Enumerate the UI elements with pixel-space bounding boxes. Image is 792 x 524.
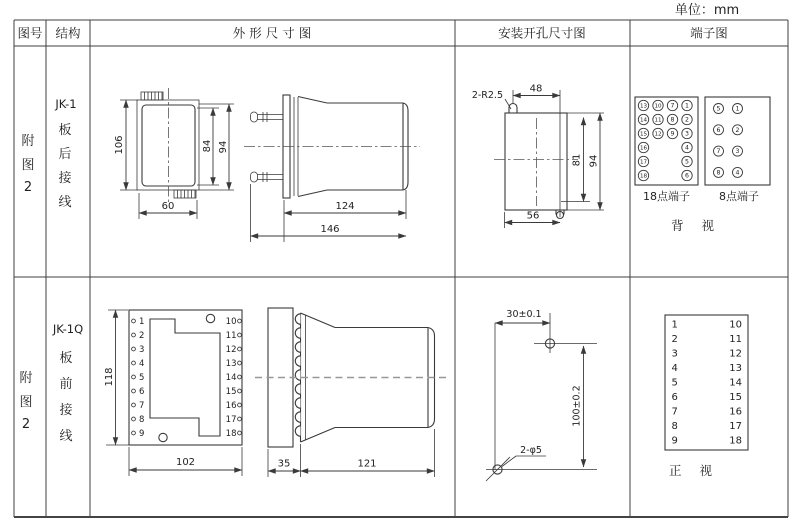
row1-fig-char-3: 2 — [23, 180, 33, 195]
terminal-pin-number: 5 — [716, 105, 721, 113]
terminal-pin-number: 4 — [685, 144, 689, 152]
header-fig-no: 图号 — [17, 25, 43, 41]
terminal-pin-number: 14 — [639, 117, 648, 124]
label-18pt: 18点端子 — [643, 190, 690, 203]
plate-pin-number: 12 — [225, 345, 237, 355]
terminal-pin-number: 15 — [639, 131, 648, 138]
table-pin-number: 5 — [671, 377, 678, 389]
row2-structure-char: 板 — [59, 351, 73, 366]
terminal-pin-number: 3 — [735, 148, 740, 156]
plate-pin-hole — [132, 319, 136, 323]
terminal-bump — [295, 426, 300, 436]
table-pin-number: 17 — [729, 421, 742, 432]
table-pin-number: 2 — [671, 334, 678, 345]
row1-terminal-diagrams — [635, 97, 770, 233]
plate-pin-hole — [238, 403, 242, 407]
plate-pin-number: 4 — [139, 359, 145, 369]
plate-pin-number: 8 — [139, 415, 145, 425]
terminal-pin-number: 11 — [654, 117, 662, 124]
terminal-bump — [295, 356, 300, 366]
plate-pin-hole — [132, 403, 136, 407]
table-pin-number: 10 — [729, 319, 742, 331]
plate-pin-hole — [132, 375, 136, 379]
plate-pin-hole — [238, 417, 242, 421]
dim-84: 84 — [202, 139, 213, 153]
terminal-pin-number: 6 — [685, 172, 689, 180]
header-mounting-dims: 安装开孔尺寸图 — [498, 25, 586, 41]
terminal-bump — [295, 370, 300, 380]
plate-pin-number: 16 — [225, 401, 237, 411]
plate-pin-hole — [132, 431, 136, 435]
row1-fig-char-2: 图 — [21, 158, 35, 173]
dim-124: 124 — [335, 201, 355, 212]
terminal-pin-number: 2 — [685, 116, 689, 124]
table-pin-number: 6 — [671, 392, 678, 403]
dim-56: 56 — [526, 210, 540, 222]
table-header — [17, 26, 727, 41]
front-view-label: 正 视 — [669, 463, 719, 478]
row1-model-label: JK-1 — [55, 97, 77, 111]
plate-pin-hole — [238, 361, 242, 365]
table-pin-number: 9 — [671, 435, 678, 447]
terminal-pin-number: 5 — [685, 158, 689, 166]
dim-94: 94 — [218, 140, 229, 154]
dim-146: 146 — [320, 224, 340, 235]
plate-pin-number: 13 — [225, 359, 237, 369]
terminal-bump — [295, 328, 300, 338]
plate-pin-hole — [238, 389, 242, 393]
row1-structure-char: 接 — [58, 171, 72, 186]
terminal-pin-number: 16 — [639, 145, 648, 152]
dim-48: 48 — [529, 83, 543, 95]
row1-structure-char: 板 — [58, 123, 72, 138]
table-pin-number: 15 — [729, 392, 742, 403]
header-terminal-diagram: 端子图 — [690, 25, 728, 41]
terminal-screw-bottom — [251, 172, 284, 182]
plate-pin-number: 7 — [139, 401, 145, 411]
plate-pin-number: 6 — [139, 387, 145, 397]
terminal-pin-number: 1 — [735, 105, 740, 113]
dim-118: 118 — [104, 367, 115, 387]
row2-terminal-diagram — [665, 315, 748, 478]
terminal-bump — [295, 342, 300, 352]
terminal-pin-number: 7 — [716, 148, 721, 156]
terminal-bump — [295, 398, 300, 408]
table-pin-number: 4 — [671, 363, 678, 374]
row2-structure — [52, 322, 83, 444]
dim-100: 100±0.2 — [571, 385, 583, 427]
terminal-pin-number: 8 — [716, 169, 721, 177]
row2-structure-char: 接 — [59, 403, 73, 418]
terminal-bump — [295, 384, 300, 394]
row1-structure — [54, 97, 76, 210]
row2-fig-no — [19, 371, 32, 432]
plate-pin-number: 15 — [225, 387, 237, 397]
table-pin-number: 18 — [729, 435, 742, 447]
terminal-pin-number: 6 — [716, 126, 721, 134]
row2-fig-char-2: 图 — [19, 395, 33, 410]
table-pin-number: 16 — [729, 406, 742, 418]
plate-terminal-numbers — [132, 317, 242, 439]
dim-102: 102 — [175, 457, 196, 468]
plate-pin-hole — [238, 347, 242, 351]
dim-holes: 2-φ5 — [520, 445, 542, 456]
plate-pin-hole — [132, 333, 136, 337]
dim-106: 106 — [114, 135, 125, 155]
plate-pin-hole — [132, 389, 136, 393]
plate-pin-hole — [238, 375, 242, 379]
plate-pin-number: 3 — [139, 345, 145, 355]
plate-pin-number: 2 — [139, 331, 145, 341]
plate-pin-hole — [238, 431, 242, 435]
terminal-grid-8pt — [714, 104, 743, 178]
table-pin-number: 11 — [729, 334, 742, 345]
row2-fig-char-3: 2 — [21, 417, 31, 432]
plate-pin-hole — [132, 417, 136, 421]
terminal-pin-number: 4 — [735, 169, 740, 177]
terminal-bumps — [295, 314, 300, 436]
plate-pin-number: 5 — [139, 373, 145, 383]
terminal-pin-number: 12 — [654, 131, 662, 138]
terminal-bump — [295, 314, 300, 324]
terminal-grid-18pt — [638, 100, 692, 180]
row2-structure-char: 前 — [59, 377, 73, 392]
row1-fig-no — [21, 134, 34, 195]
dim-notch-radius: 2-R2.5 — [471, 90, 503, 101]
terminal-pin-number: 2 — [735, 126, 740, 134]
row2-model-label: JK-1Q — [52, 322, 84, 336]
row2-front-view — [104, 310, 242, 476]
terminal-pin-number: 17 — [639, 159, 648, 166]
header-outline-dims: 外 形 尺 寸 图 — [232, 25, 312, 41]
plate-pin-hole — [132, 347, 136, 351]
table-pin-number: 1 — [671, 319, 678, 331]
label-8pt: 8点端子 — [719, 190, 759, 203]
table-pin-number: 3 — [671, 348, 678, 360]
plate-pin-hole — [238, 319, 242, 323]
row2-side-view — [255, 308, 446, 477]
table-pin-number: 14 — [729, 377, 742, 389]
terminal-pin-number: 10 — [654, 103, 662, 110]
dim-30: 30±0.1 — [506, 309, 542, 320]
dim-81: 81 — [571, 153, 583, 167]
terminal-pin-number: 18 — [639, 173, 648, 180]
plate-pin-number: 17 — [225, 415, 237, 425]
unit-label: 单位：mm — [674, 3, 740, 18]
dim-35: 35 — [277, 458, 291, 470]
plate-pin-number: 9 — [139, 429, 145, 439]
table-pin-number: 12 — [729, 348, 742, 360]
plate-pin-number: 1 — [139, 317, 145, 327]
row1-side-view — [244, 95, 420, 242]
terminal-bump — [295, 412, 300, 422]
row2-fig-char-1: 附 — [19, 371, 33, 386]
terminal-pin-number: 7 — [670, 102, 675, 110]
dim-60: 60 — [161, 201, 175, 212]
terminal-table-numbers — [672, 320, 743, 447]
terminal-pin-number: 9 — [670, 130, 675, 138]
table-pin-number: 13 — [729, 363, 742, 374]
table-pin-number: 7 — [671, 406, 678, 418]
terminal-pin-number: 13 — [639, 103, 648, 110]
terminal-screw-top — [251, 112, 284, 122]
dim-121: 121 — [357, 458, 377, 470]
plate-pin-number: 18 — [225, 429, 237, 439]
row2-mounting-drawing — [486, 309, 597, 481]
plate-pin-number: 10 — [225, 317, 237, 327]
terminal-pin-number: 1 — [685, 102, 689, 110]
plate-pin-hole — [132, 361, 136, 365]
terminal-pin-number: 8 — [670, 116, 675, 124]
plate-pin-number: 14 — [225, 373, 237, 383]
plate-pin-hole — [238, 333, 242, 337]
row2-structure-char: 线 — [59, 429, 73, 444]
dim-94-mount: 94 — [588, 154, 600, 168]
plate-pin-number: 11 — [225, 331, 237, 341]
terminal-pin-number: 3 — [685, 130, 689, 138]
header-structure: 结构 — [55, 25, 81, 41]
row1-structure-char: 线 — [58, 195, 72, 210]
table-pin-number: 8 — [671, 421, 678, 432]
row1-structure-char: 后 — [58, 147, 72, 162]
row1-front-view — [114, 88, 234, 219]
row1-fig-char-1: 附 — [21, 134, 35, 149]
rear-view-label: 背 视 — [671, 218, 721, 233]
row1-mounting-drawing — [472, 84, 604, 229]
